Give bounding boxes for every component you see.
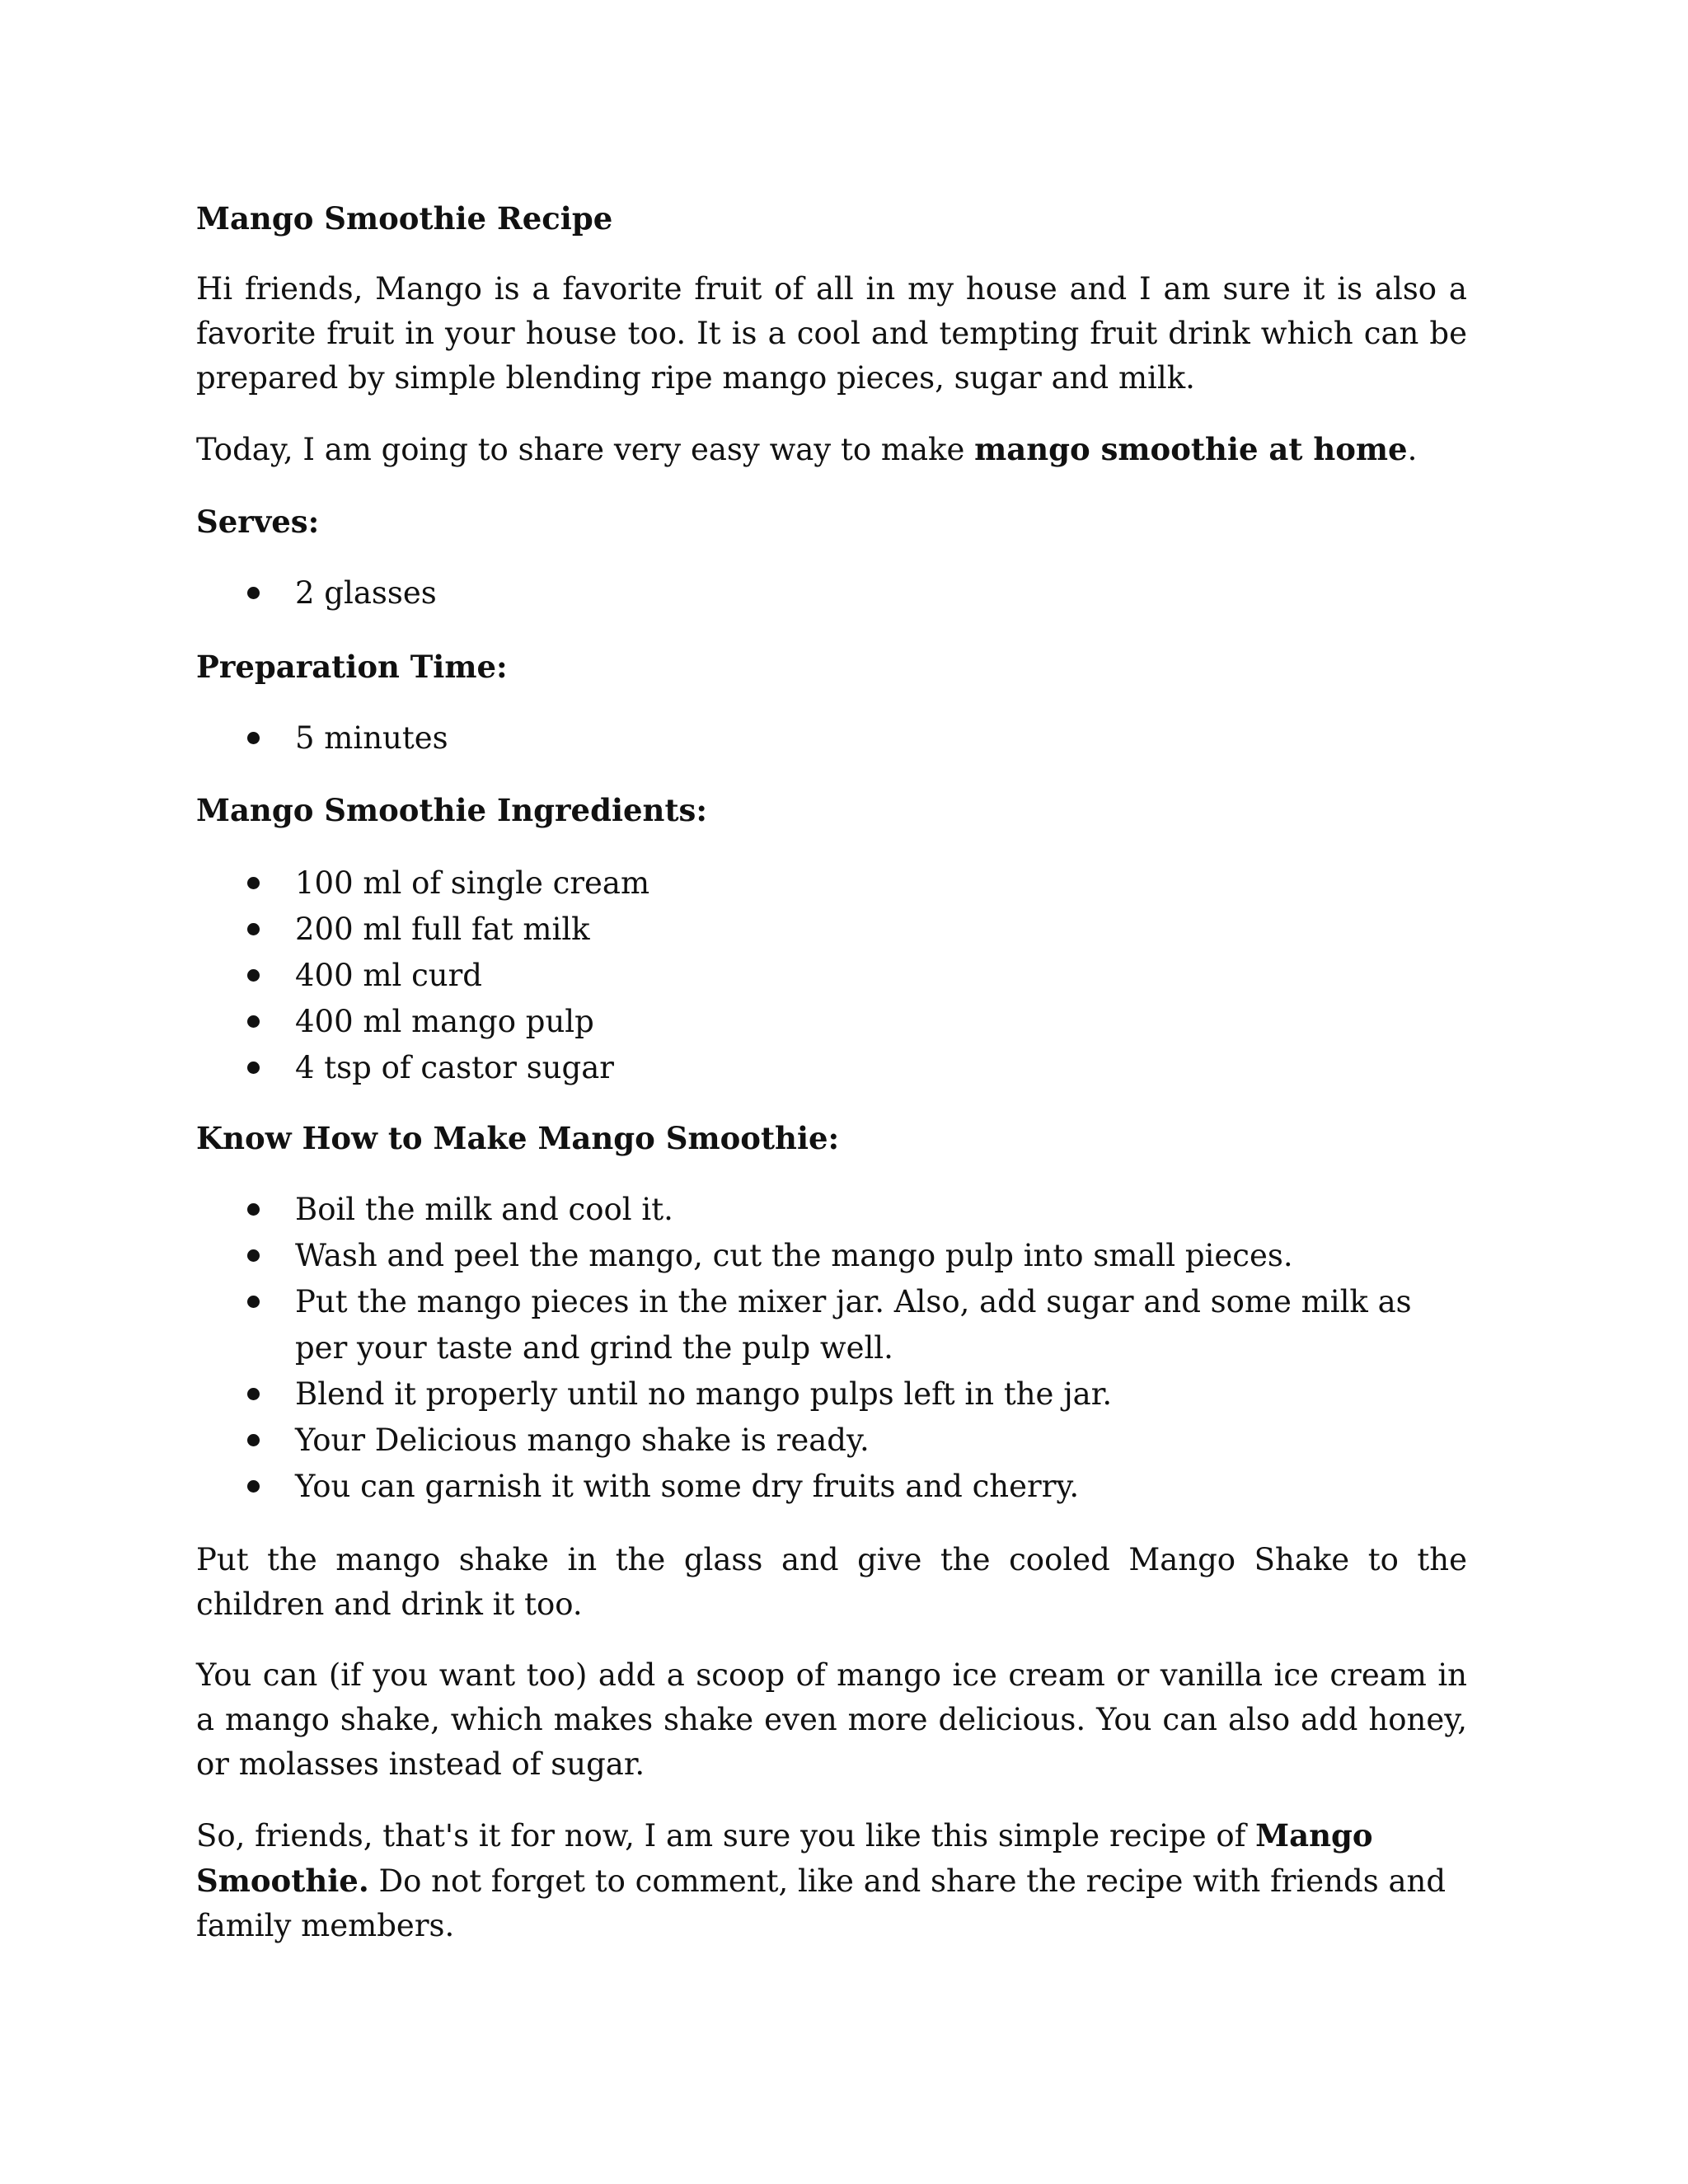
- today-paragraph: [196, 427, 1417, 472]
- list-item-text: 4 tsp of castor sugar: [295, 1050, 614, 1085]
- list-item-text: You can garnish it with some dry fruits and cherry.: [295, 1469, 1080, 1504]
- list-item-text: Your Delicious mango shake is ready.: [295, 1422, 870, 1458]
- list-item-text: Boil the milk and cool it.: [295, 1192, 673, 1227]
- bullet-icon: [247, 1203, 260, 1216]
- today-bold-text: mango smoothie at home: [974, 431, 1408, 467]
- closing-paragraph: [196, 1813, 1467, 1948]
- list-item: [196, 953, 1467, 999]
- bullet-icon: [247, 732, 260, 744]
- bullet-icon: [247, 1015, 260, 1028]
- list-item-text: 400 ml curd: [295, 958, 482, 993]
- closing-text: So, friends, that's it for now, I am sure you like this simple recipe of: [196, 1818, 1256, 1854]
- serves-list: [196, 570, 1467, 616]
- list-item: [196, 715, 1467, 762]
- steps-heading: Know How to Make Mango Smoothie:: [196, 1120, 840, 1156]
- closing-suffix: Do not forget to comment, like and share the recipe with friends and family members.: [196, 1863, 1447, 1943]
- bullet-icon: [247, 969, 260, 982]
- recipe-title: Mango Smoothie Recipe: [196, 200, 613, 237]
- ingredients-list: [196, 860, 1467, 1091]
- list-item-text: 200 ml full fat milk: [295, 912, 590, 947]
- list-item: [196, 907, 1467, 953]
- list-item-text: Put the mango pieces in the mixer jar. Also, add sugar and some milk as per your taste and grind the pulp well.: [295, 1284, 1412, 1366]
- bullet-icon: [247, 1480, 260, 1493]
- bullet-icon: [247, 587, 260, 599]
- list-item: [196, 570, 1467, 616]
- bullet-icon: [247, 877, 260, 889]
- ingredients-heading: Mango Smoothie Ingredients:: [196, 792, 708, 828]
- bullet-icon: [247, 1388, 260, 1400]
- prep-time-heading: Preparation Time:: [196, 649, 508, 685]
- list-item: [196, 1418, 1467, 1464]
- list-item: [196, 1371, 1467, 1418]
- today-suffix: .: [1407, 432, 1418, 467]
- list-item: [196, 999, 1467, 1045]
- prep-time-list: [196, 715, 1467, 762]
- serves-heading: Serves:: [196, 504, 320, 540]
- list-item: [196, 860, 1467, 907]
- bullet-icon: [247, 1249, 260, 1262]
- bullet-icon: [247, 923, 260, 935]
- serving-paragraph: Put the mango shake in the glass and give the cooled Mango Shake to the children and drink it too.: [196, 1542, 1467, 1622]
- list-item-text: 2 glasses: [295, 575, 437, 611]
- bullet-icon: [247, 1062, 260, 1074]
- bullet-icon: [247, 1296, 260, 1308]
- list-item-text: 400 ml mango pulp: [295, 1004, 594, 1039]
- intro-paragraph: Hi friends, Mango is a favorite fruit of all in my house and I am sure it is also a favorite fruit in your house too. It is a cool and tempting fruit drink which can be prepared by simple blending ripe mango pieces, sugar and milk.: [196, 271, 1467, 396]
- list-item-text: Wash and peel the mango, cut the mango pulp into small pieces.: [295, 1238, 1293, 1273]
- list-item-text: 100 ml of single cream: [295, 865, 650, 901]
- today-text: Today, I am going to share very easy way to make: [196, 432, 975, 467]
- list-item: [196, 1464, 1467, 1510]
- list-item: [196, 1233, 1467, 1279]
- list-item-text: 5 minutes: [295, 720, 448, 756]
- variation-paragraph: You can (if you want too) add a scoop of mango ice cream or vanilla ice cream in a mango shake, which makes shake even more delicious. You can also add honey, or molasses instead of sugar.: [196, 1657, 1467, 1782]
- steps-list: [196, 1187, 1467, 1510]
- list-item-text: Blend it properly until no mango pulps left in the jar.: [295, 1376, 1113, 1412]
- list-item: [196, 1187, 1467, 1233]
- closing-bold-text: Mango Smoothie.: [196, 1817, 1373, 1899]
- bullet-icon: [247, 1434, 260, 1446]
- list-item: [196, 1279, 1467, 1371]
- list-item: [196, 1045, 1467, 1091]
